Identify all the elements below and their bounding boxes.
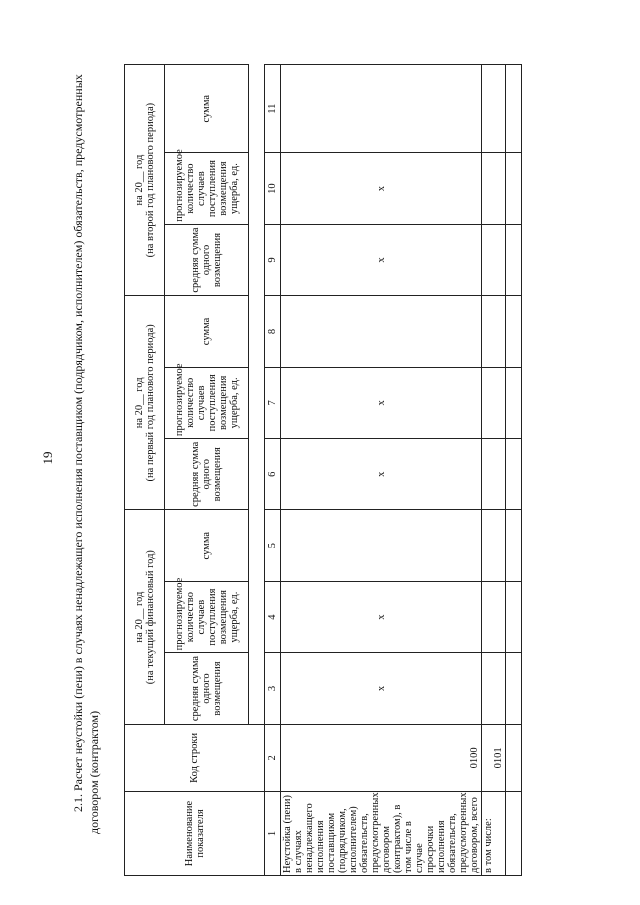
col-number: 8 xyxy=(265,296,281,367)
col-number: 2 xyxy=(265,724,281,791)
section-title: Расчет неустойки (пени) в случаях ненадлежащего исполнения поставщиком (подрядчиком, исполнителем) обязательств, предусмотренных договором (контрактом) xyxy=(71,74,101,834)
column-numbers-row xyxy=(265,65,281,876)
row-cell: x xyxy=(281,224,482,295)
header-forecast-1: прогнозируемое количество случаев поступления возмещения ущерба, ед. xyxy=(165,581,249,652)
row-cell xyxy=(482,510,506,581)
header-code-col: Код строки xyxy=(125,724,265,791)
empty-cell xyxy=(506,224,522,295)
col-number: 9 xyxy=(265,224,281,295)
row-cell xyxy=(482,367,506,438)
table-container xyxy=(124,64,504,876)
col-number: 5 xyxy=(265,510,281,581)
header-sum-3: сумма xyxy=(165,65,249,153)
row-cell xyxy=(281,296,482,367)
empty-cell xyxy=(506,439,522,510)
header-forecast-2: прогнозируемое количество случаев поступления возмещения ущерба, ед. xyxy=(165,367,249,438)
row-cell: x xyxy=(281,367,482,438)
row-cell xyxy=(482,224,506,295)
col-number: 1 xyxy=(265,791,281,875)
row-cell xyxy=(281,510,482,581)
header-forecast-3: прогнозируемое количество случаев поступления возмещения ущерба, ед. xyxy=(165,153,249,224)
header-avg-2: средняя сумма одного возмещения xyxy=(165,439,249,510)
empty-cell xyxy=(506,65,522,153)
section-heading xyxy=(70,64,118,834)
header-year-current: на 20__ год (на текущий финансовый год) xyxy=(125,510,165,724)
table-row xyxy=(482,65,506,876)
row-cell xyxy=(482,296,506,367)
col-number: 3 xyxy=(265,653,281,724)
empty-cell xyxy=(506,791,522,875)
row-name: Неустойка (пени) в случаях ненадлежащего исполнения поставщиком (подрядчиком, исполнителем) обязательств, предусмотренных договором (контрактом), в том числе в случае просрочки исполнения обязательств, предусмотренных договором, всего xyxy=(281,791,482,875)
row-cell: x xyxy=(281,439,482,510)
indicator-table xyxy=(124,64,522,876)
row-cell xyxy=(281,65,482,153)
table-row xyxy=(281,65,482,876)
row-cell: x xyxy=(281,153,482,224)
row-name: в том числе: xyxy=(482,791,506,875)
empty-cell xyxy=(506,296,522,367)
col-number: 6 xyxy=(265,439,281,510)
empty-cell xyxy=(506,153,522,224)
empty-cell xyxy=(506,510,522,581)
header-name-col: Наименование показателя xyxy=(125,791,265,875)
header-avg-3: средняя сумма одного возмещения xyxy=(165,224,249,295)
header-year-second-plan: на 20__ год (на второй год планового периода) xyxy=(125,65,165,296)
header-year-first-plan: на 20__ год (на первый год планового периода) xyxy=(125,296,165,510)
header-sum-1: сумма xyxy=(165,510,249,581)
col-number: 7 xyxy=(265,367,281,438)
empty-cell xyxy=(506,653,522,724)
row-cell: x xyxy=(281,653,482,724)
col-number: 10 xyxy=(265,153,281,224)
row-cell xyxy=(482,581,506,652)
row-code: 0100 xyxy=(281,724,482,791)
header-sum-2: сумма xyxy=(165,296,249,367)
row-code: 0101 xyxy=(482,724,506,791)
row-cell xyxy=(482,439,506,510)
row-cell: x xyxy=(281,581,482,652)
header-avg-1: средняя сумма одного возмещения xyxy=(165,653,249,724)
page-number: 19 xyxy=(40,451,55,465)
section-number: 2.1. xyxy=(71,794,85,812)
col-number: 4 xyxy=(265,581,281,652)
row-cell xyxy=(482,65,506,153)
table-row xyxy=(506,65,522,876)
empty-cell xyxy=(506,724,522,791)
col-number: 11 xyxy=(265,65,281,153)
row-cell xyxy=(482,153,506,224)
empty-cell xyxy=(506,581,522,652)
empty-cell xyxy=(506,367,522,438)
table-row xyxy=(125,65,165,876)
row-cell xyxy=(482,653,506,724)
